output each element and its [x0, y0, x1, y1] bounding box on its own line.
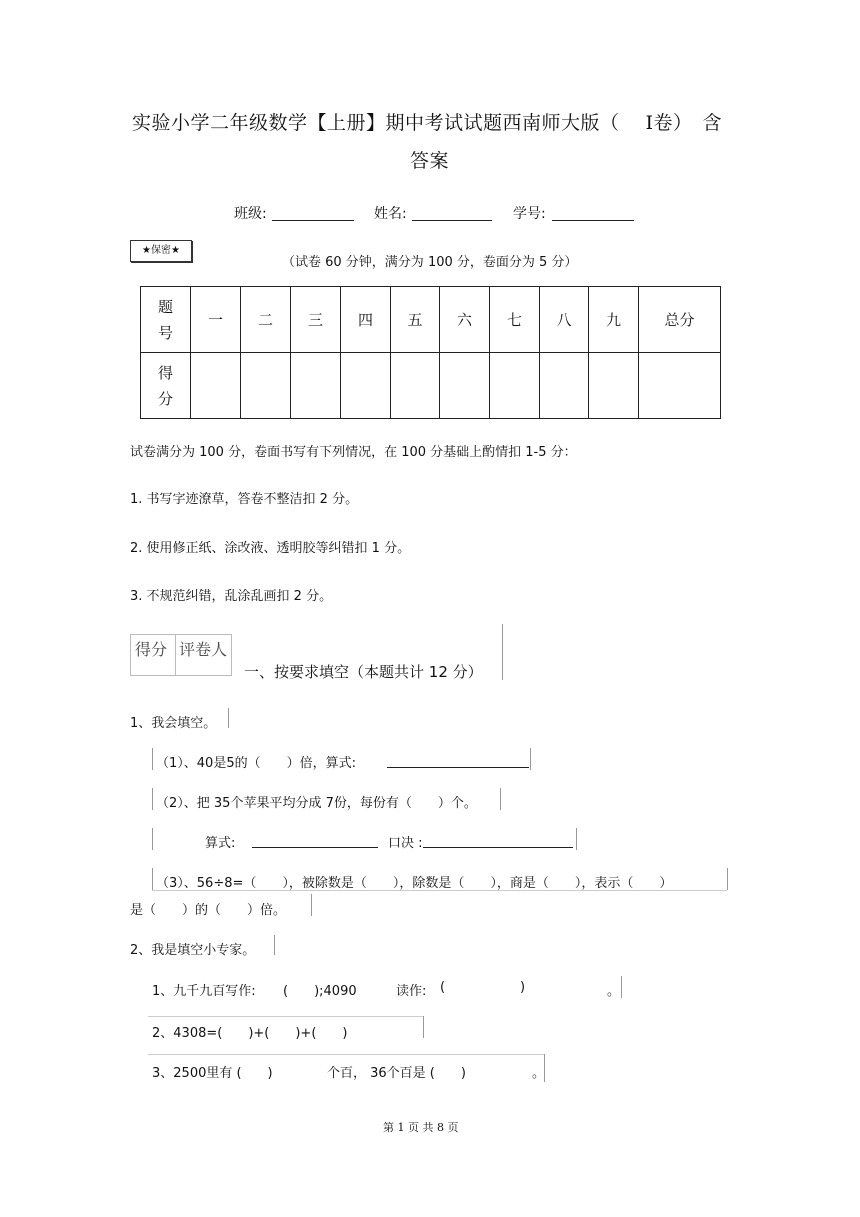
question-part: （3）、56÷8=（ ），被除数是（ ），除数是（ ），商是（ ），表示（ ） — [156, 876, 673, 891]
score-cell[interactable] — [241, 353, 291, 419]
question-item: ( );4090 — [283, 984, 357, 999]
formula-blank[interactable] — [252, 847, 378, 848]
divider — [152, 748, 153, 770]
divider — [311, 894, 312, 916]
question-item: 2、4308=( )+( )+( ) — [152, 1026, 348, 1041]
divider — [530, 748, 531, 770]
divider — [152, 828, 153, 850]
rules-intro: 试卷满分为 100 分，卷面书写有下列情况，在 100 分基础上酌情扣 1-5 分： — [130, 445, 577, 460]
divider — [423, 1016, 424, 1038]
divider — [148, 1016, 424, 1017]
grader-box — [130, 634, 230, 674]
score-table-header-char: 题 — [157, 297, 173, 316]
grader-box-label: 评卷人 — [179, 640, 228, 659]
divider — [621, 976, 622, 998]
answer-blank[interactable] — [387, 767, 529, 768]
page-title: 实验小学二年级数学【上册】期中考试试题西南师大版（ Ⅰ卷） 含 — [132, 112, 723, 134]
score-table-column: 六 — [440, 287, 490, 353]
student-number-field[interactable] — [552, 220, 634, 221]
score-cell[interactable] — [341, 353, 391, 419]
divider — [502, 624, 503, 680]
score-table-column: 七 — [490, 287, 540, 353]
divider — [148, 1054, 544, 1055]
score-table-row-header-char: 得 — [157, 363, 173, 382]
score-cell[interactable] — [440, 353, 490, 419]
score-cell[interactable] — [191, 353, 241, 419]
name-label: 姓名: — [374, 206, 407, 222]
score-table-header-cell — [141, 287, 191, 353]
question-item: 个百， 36个百是 ( ) — [327, 1066, 466, 1081]
divider — [152, 868, 153, 890]
question-item: 读作: — [396, 984, 427, 999]
score-table-row-header-cell — [141, 353, 191, 419]
divider — [544, 1054, 545, 1082]
score-table-column: 三 — [291, 287, 341, 353]
rule-item: 3. 不规范纠错，乱涂乱画扣 2 分。 — [130, 589, 333, 604]
total-score-cell[interactable] — [639, 353, 721, 419]
exam-note: （试卷 60 分钟，满分为 100 分，卷面分为 5 分） — [282, 255, 578, 270]
class-field[interactable] — [272, 220, 354, 221]
rhyme-blank[interactable] — [423, 847, 573, 848]
question-item: ) — [520, 980, 526, 995]
question-item: 1、九千九百写作: — [152, 984, 256, 999]
question-part: （2）、把 35个苹果平均分成 7份，每份有（ ）个。 — [156, 796, 477, 811]
divider — [576, 828, 577, 850]
rule-item: 2. 使用修正纸、涂改液、透明胶等纠错扣 1 分。 — [130, 541, 411, 556]
score-table-column: 五 — [391, 287, 440, 353]
grader-name-box[interactable] — [175, 634, 232, 676]
score-table-column: 八 — [540, 287, 589, 353]
question-title: 2、我是填空小专家。 — [130, 943, 256, 958]
score-cell[interactable] — [291, 353, 341, 419]
question-item: 3、2500里有 ( ) — [152, 1066, 273, 1081]
score-cell[interactable] — [490, 353, 540, 419]
score-cell[interactable] — [589, 353, 639, 419]
question-item: ( — [440, 980, 446, 995]
question-item: 。 — [532, 1066, 546, 1081]
score-table-column: 九 — [589, 287, 639, 353]
formula-label: 算式: — [205, 836, 236, 851]
rule-item: 1. 书写字迹潦草，答卷不整洁扣 2 分。 — [130, 492, 359, 507]
score-table-column: 总分 — [639, 287, 721, 353]
score-box[interactable] — [130, 634, 176, 676]
score-table-row-header-char: 分 — [157, 389, 173, 408]
score-table-column: 二 — [241, 287, 291, 353]
question-title: 1、我会填空。 — [130, 716, 217, 731]
student-number-label: 学号: — [513, 206, 546, 222]
score-cell[interactable] — [540, 353, 589, 419]
class-label: 班级: — [234, 206, 267, 222]
page-footer: 第 1 页 共 8 页 — [383, 1121, 459, 1134]
section-title: 一、按要求填空（本题共计 12 分） — [244, 663, 483, 681]
page-title-continued: 答案 — [410, 150, 450, 172]
secret-badge: ★保密★ — [130, 240, 192, 262]
rhyme-label: 口决 : — [388, 836, 423, 851]
score-table — [140, 286, 721, 419]
divider — [274, 935, 275, 955]
name-field[interactable] — [412, 220, 492, 221]
score-table-header-char: 号 — [157, 323, 173, 342]
divider — [228, 708, 229, 728]
score-cell[interactable] — [391, 353, 440, 419]
divider — [500, 788, 501, 810]
score-box-label: 得分 — [135, 640, 168, 659]
score-table-column: 四 — [341, 287, 391, 353]
score-table-column: 一 — [191, 287, 241, 353]
divider — [727, 868, 728, 890]
question-part: （1）、40是5的（ ）倍，算式: — [156, 756, 356, 771]
divider — [152, 890, 727, 891]
question-part: 是（ ）的（ ）倍。 — [130, 903, 287, 918]
divider — [152, 788, 153, 810]
question-item: 。 — [607, 984, 621, 999]
